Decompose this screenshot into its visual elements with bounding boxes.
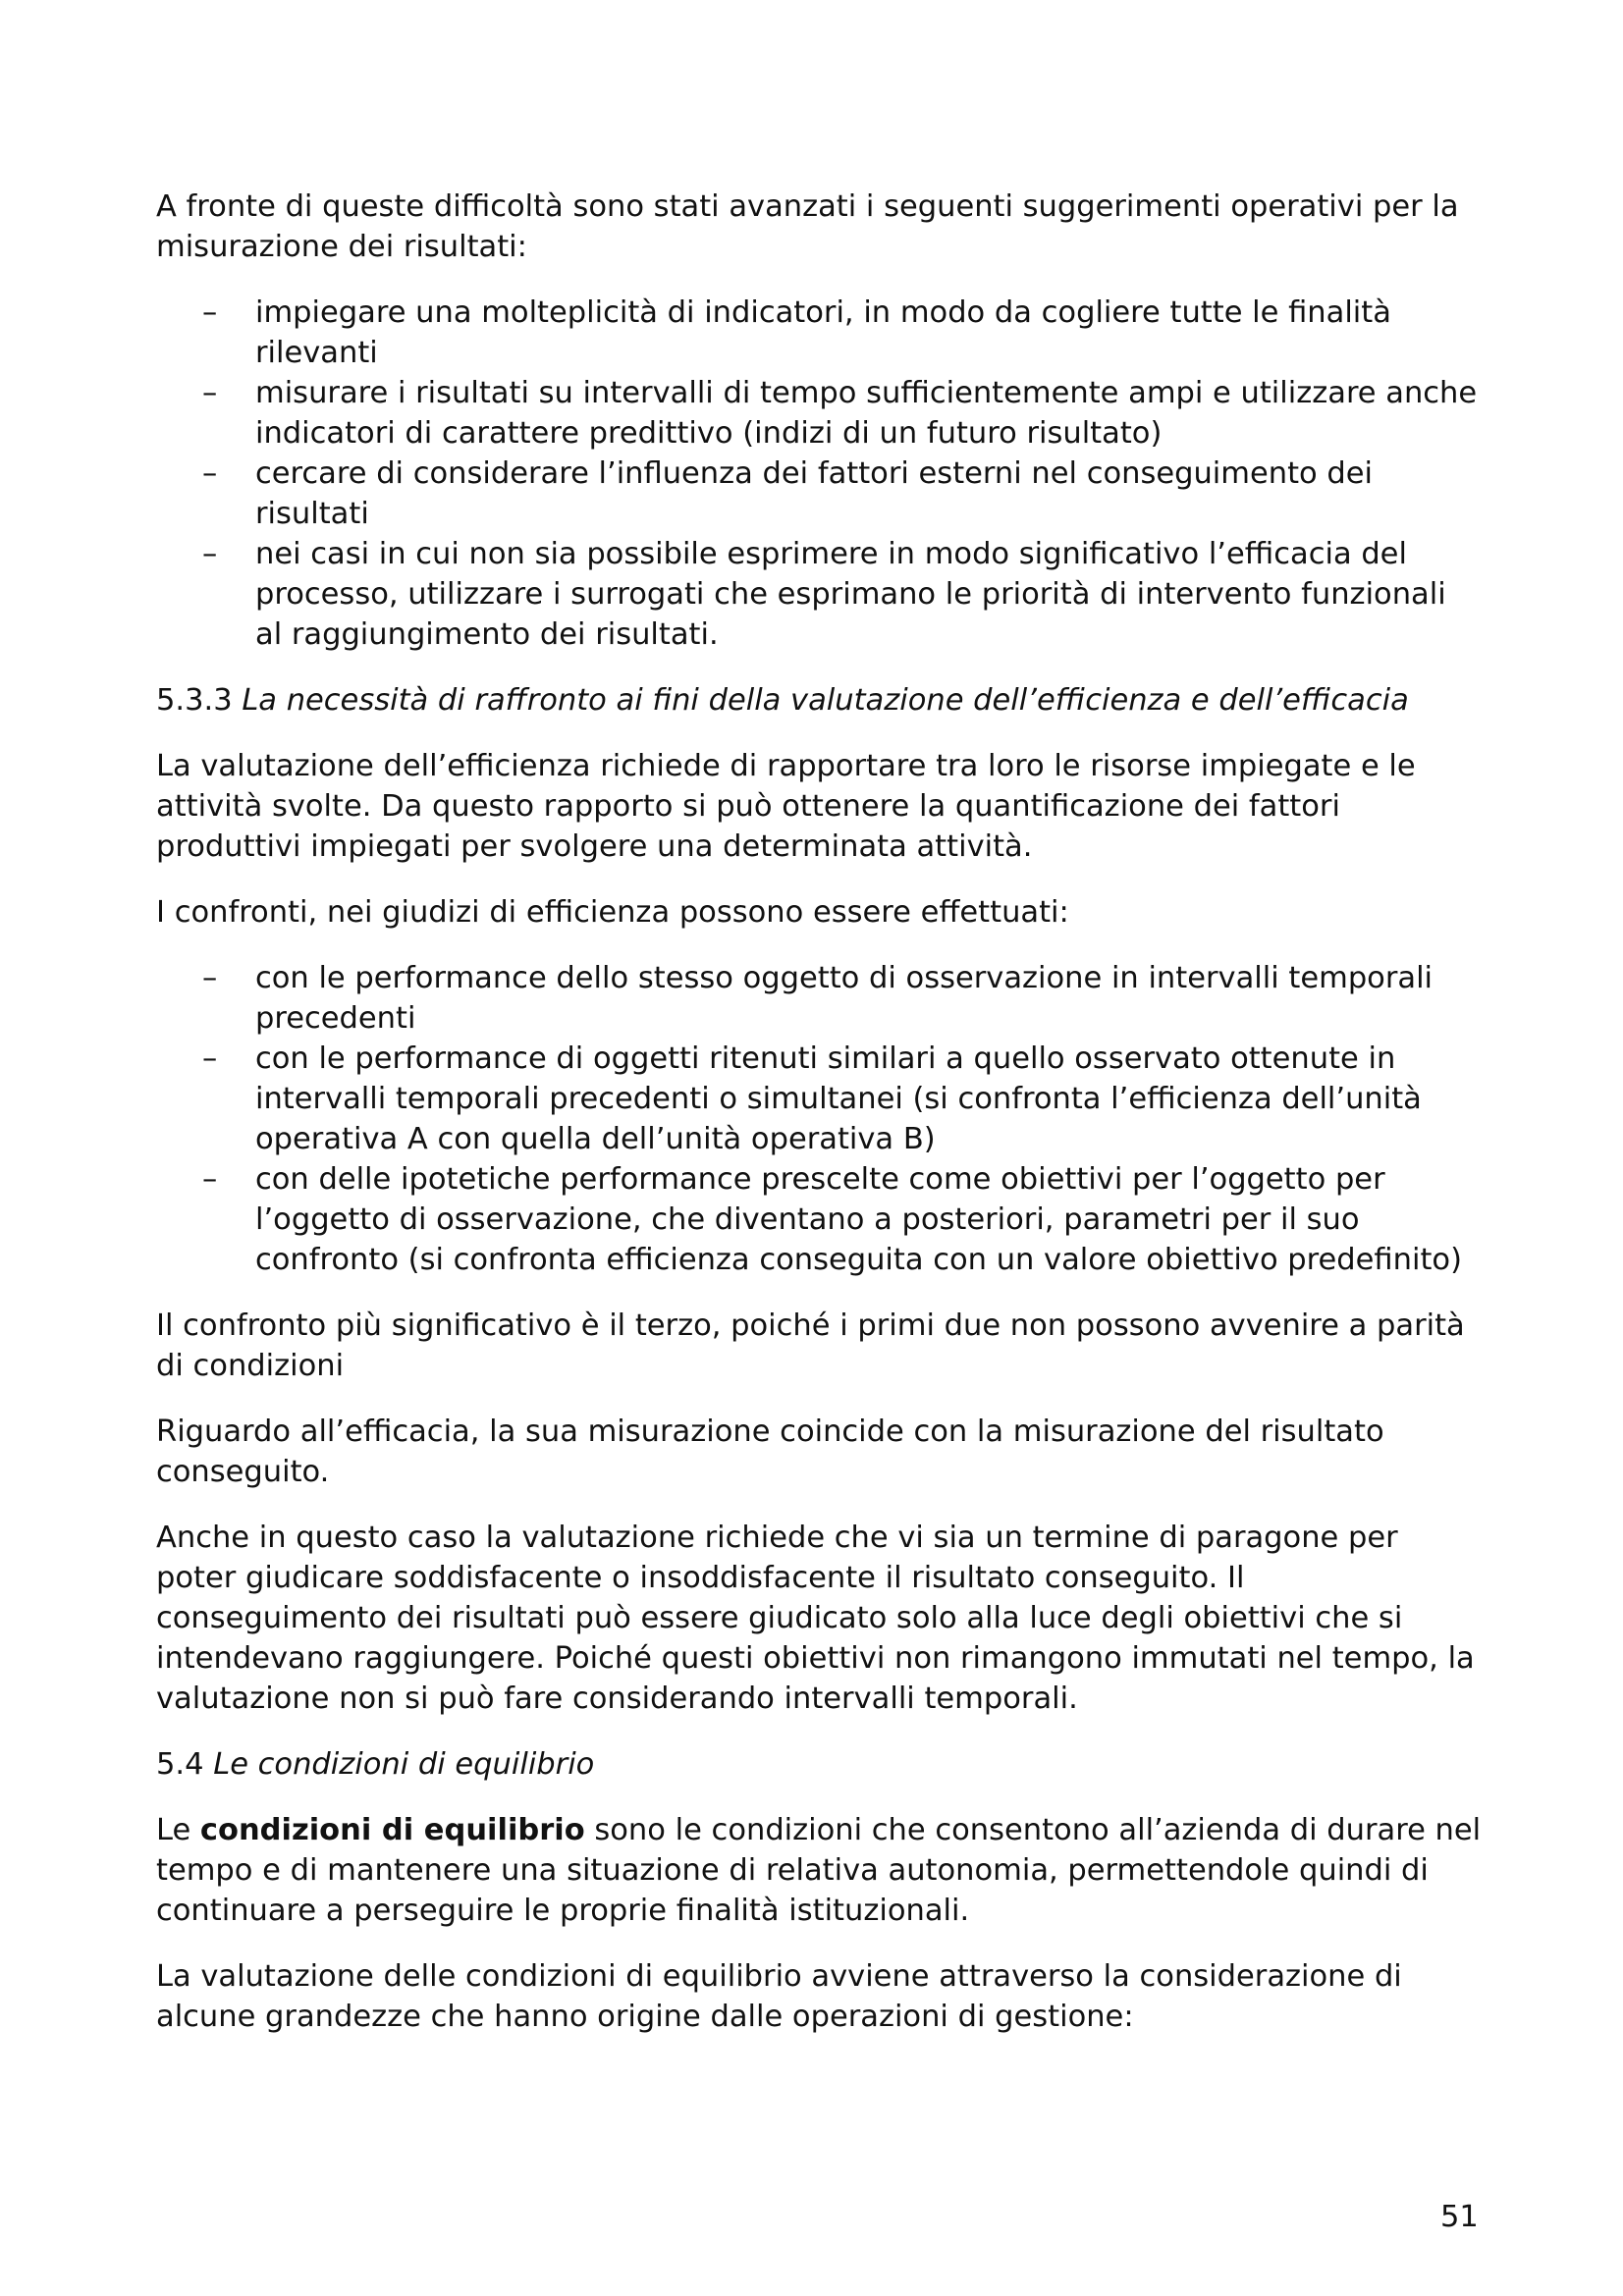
list-item: – nei casi in cui non sia possibile esprimere in modo significativo l’efficacia del processo, utilizzare i surrogati che esprimano le priorità di intervento funzionali al raggiungimento dei risultati. (156, 534, 1482, 655)
paragraph-third-comparison: Il confronto più significativo è il terzo, poiché i primi due non possono avvenire a parità di condizioni (156, 1308, 1465, 1383)
section-number: 5.3.3 (156, 683, 243, 718)
list-item: – con delle ipotetiche performance prescelte come obiettivi per l’oggetto per l’oggetto di osservazione, che diventano a posteriori, parametri per il suo confronto (si confronta efficienza conseguita con un valore obiettivo predefinito) (156, 1159, 1482, 1280)
dash-bullet: – (202, 456, 218, 491)
dash-bullet: – (202, 1162, 218, 1197)
suggestions-list (156, 293, 1482, 655)
page-number: 51 (1440, 2200, 1479, 2234)
bold-term: condizioni di equilibrio (199, 1813, 585, 1847)
document-body (156, 187, 1482, 2062)
list-item: – con le performance dello stesso oggetto di osservazione in intervalli temporali precedenti (156, 958, 1482, 1039)
paragraph-effectiveness: Riguardo all’efficacia, la sua misurazione coincide con la misurazione del risultato conseguito. (156, 1415, 1384, 1489)
dash-bullet: – (202, 295, 218, 330)
list-item: – impiegare una molteplicità di indicatori, in modo da cogliere tutte le finalità rilevanti (156, 293, 1482, 373)
paragraph-efficiency: La valutazione dell’efficienza richiede di rapportare tra loro le risorse impiegate e le attività svolte. Da questo rapporto si può ottenere la quantificazione dei fattori produttivi impiegati per svolgere una determinata attività. (156, 749, 1416, 864)
paragraph-equilibrium-evaluation: La valutazione delle condizioni di equilibrio avviene attraverso la considerazione di alcune grandezze che hanno origine dalle operazioni di gestione: (156, 1959, 1402, 2034)
paragraph-benchmark: Anche in questo caso la valutazione richiede che vi sia un termine di paragone per poter giudicare soddisfacente o insoddisfacente il risultato conseguito. Il conseguimento dei risultati può essere giudicato solo alla luce degli obiettivi che si intendevano raggiungere. Poiché questi obiettivi non rimangono immutati nel tempo, la valutazione non si può fare considerando intervalli temporali. (156, 1521, 1475, 1716)
paragraph-comparisons: I confronti, nei giudizi di efficienza possono essere effettuati: (156, 895, 1069, 930)
section-title: Le condizioni di equilibrio (213, 1747, 595, 1782)
dash-bullet: – (202, 961, 218, 995)
dash-bullet: – (202, 537, 218, 571)
list-item: – misurare i risultati su intervalli di tempo sufficientemente ampi e utilizzare anche indicatori di carattere predittivo (indizi di un futuro risultato) (156, 373, 1482, 454)
list-item: – cercare di considerare l’influenza dei fattori esterni nel conseguimento dei risultati (156, 454, 1482, 534)
dash-bullet: – (202, 1041, 218, 1076)
comparisons-list (156, 958, 1482, 1280)
section-number: 5.4 (156, 1747, 214, 1782)
section-title: La necessità di raffronto ai fini della valutazione dell’efficienza e dell’efficacia (242, 683, 1409, 718)
paragraph-intro: A fronte di queste difficoltà sono stati avanzati i seguenti suggerimenti operativi per la misurazione dei risultati: (156, 189, 1459, 264)
section-heading-5-3-3 (156, 680, 1482, 721)
list-item: – con le performance di oggetti ritenuti similari a quello osservato ottenute in intervalli temporali precedenti o simultanei (si confronta l’efficienza dell’unità operativa A con quella dell’unità operativa B) (156, 1039, 1482, 1159)
section-heading-5-4 (156, 1744, 1482, 1785)
paragraph-equilibrium: Le condizioni di equilibrio sono le condizioni che consentono all’azienda di durare nel tempo e di mantenere una situazione di relativa autonomia, permettendole quindi di continuare a perseguire le proprie finalità istituzionali. (156, 1813, 1482, 1928)
dash-bullet: – (202, 376, 218, 410)
